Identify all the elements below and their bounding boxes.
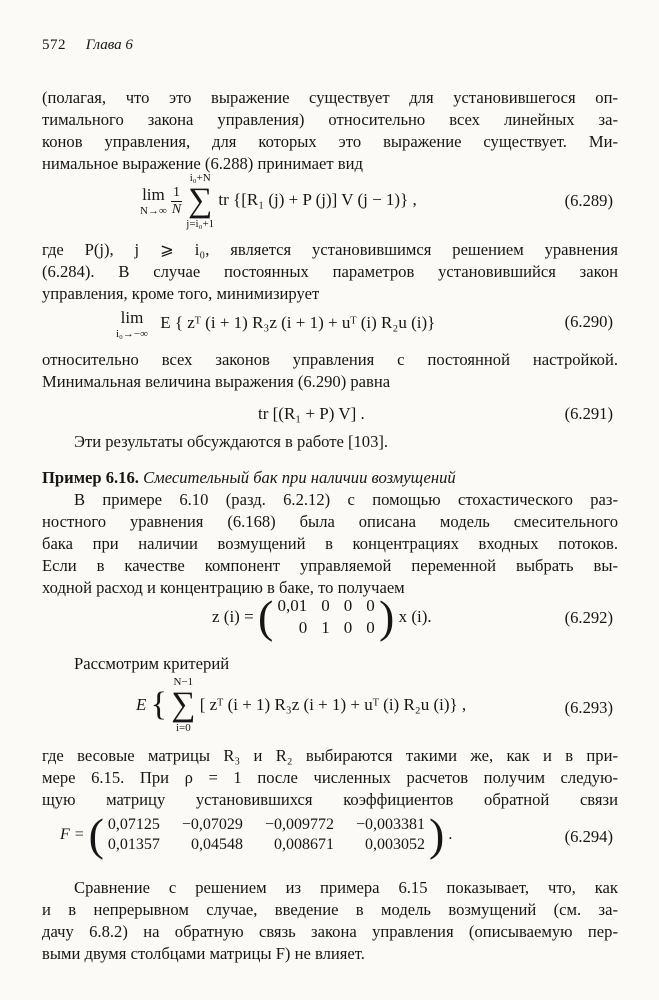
matrix: 0,01 0 0 0 0 1 0 0 — [277, 596, 375, 637]
example-title: Смесительный бак при наличии возмущений — [143, 468, 456, 487]
matrix: 0,07125 −0,07029 −0,009772 −0,003381 0,01357 0,04548 0,008671 0,003052 — [107, 816, 425, 853]
equation-number: (6.290) — [564, 312, 613, 331]
equation-number: (6.294) — [564, 827, 613, 846]
text-line: тимального закона управления) относительно всех линейных за- — [42, 110, 618, 129]
example-label: Пример 6.16. — [42, 468, 139, 487]
equation-number: (6.292) — [564, 608, 613, 627]
text-line: В примере 6.10 (разд. 6.2.12) с помощью стохастического раз- — [74, 490, 618, 509]
limit-operator: lim i₀→−∞ — [116, 308, 148, 340]
text-line: выми двумя столбцами матрицы F) не влияет. — [42, 944, 365, 963]
sum-operator: N−1 ∑ i=0 — [171, 676, 196, 734]
text-line: где весовые матрицы R₃ и R₂ выбираются такими же, как и в при- — [42, 746, 618, 765]
text-line: Рассмотрим критерий — [74, 654, 230, 673]
text-line: и в непрерывном случае, введение в модель возмущений (см. за- — [42, 900, 618, 919]
text-line: Если в качестве компонент управляемой переменной выбрать вы- — [42, 556, 618, 575]
equation-number: (6.291) — [564, 404, 613, 423]
equation-rhs: x (i). — [398, 607, 432, 626]
fraction: $\frac{1}{N}$ — [171, 184, 182, 217]
text-line: щую матрицу установившихся коэффициентов обратной связи — [42, 790, 618, 809]
equation-6-291: tr [(R₁ + P) V] . — [258, 404, 365, 423]
text-line: конов управления, для которых это выражение существует. Ми- — [42, 132, 618, 151]
equation-6-293: E { N−1 ∑ i=0 [ zᵀ (i + 1) R₃z (i + 1) + uᵀ (i) R₂u (i)} , — [136, 676, 467, 734]
equation-6-294: F = ( 0,07125 −0,07029 −0,009772 −0,003381 0,01357 0,04548 0,008671 0,003052 ) . — [60, 809, 453, 860]
text-line: (полагая, что это выражение существует для установившегося оп- — [42, 88, 618, 107]
equation-6-290 — [116, 308, 435, 340]
text-line: бака при наличии возмущений в концентрациях входных потоков. — [42, 534, 618, 553]
text-line: мере 6.15. При ρ = 1 после численных расчетов получим следую- — [42, 768, 618, 787]
chapter-title: Глава 6 — [85, 37, 133, 53]
equation-number: (6.293) — [564, 698, 613, 717]
text-line: ходной расход и концентрацию в баке, то получаем — [42, 578, 405, 597]
text-line: нимальное выражение (6.288) принимает вид — [42, 154, 363, 173]
sum-operator: i₀+N ∑ j=i₀+1 — [186, 172, 215, 230]
equation-6-292: z (i) = ( 0,01 0 0 0 0 1 0 0 ) x (i). — [212, 591, 432, 642]
equation-lhs: z (i) = — [212, 607, 254, 626]
equation-body: tr {[R₁ (j) + P (j)] V (j − 1)} , — [218, 189, 417, 209]
equation-body: [ zᵀ (i + 1) R₃z (i + 1) + uᵀ (i) R₂u (i)} , — [199, 695, 467, 714]
page-number: 572 — [42, 37, 66, 53]
text-line: управления, кроме того, минимизирует — [42, 284, 320, 303]
example-heading — [42, 468, 618, 488]
equation-rhs: . — [448, 826, 453, 843]
equation-6-289 — [140, 172, 417, 230]
text-line: ностного уравнения (6.168) была описана модель смесительного — [42, 512, 618, 531]
text-line: Сравнение с решением из примера 6.15 показывает, что, как — [74, 878, 618, 897]
equation-body: E { zᵀ (i + 1) R₃z (i + 1) + uᵀ (i) R₂u (i)} — [160, 312, 436, 332]
text-line: (6.284). В случае постоянных параметров установившийся закон — [42, 262, 618, 281]
equation-lhs: F = — [60, 826, 85, 843]
text-line: Эти результаты обсуждаются в работе [103]. — [74, 432, 389, 451]
text-line: Минимальная величина выражения (6.290) равна — [42, 372, 391, 391]
limit-operator: lim N→∞ — [140, 185, 167, 217]
text-line: дачу 6.8.2) на обратную связь закона управления (описываемую пер- — [42, 922, 618, 941]
text-line: где P(j), j ⩾ i₀, является установившимся решением уравнения — [42, 240, 618, 259]
running-header — [42, 37, 133, 54]
equation-number: (6.289) — [564, 191, 613, 210]
text-line: относительно всех законов управления с постоянной настройкой. — [42, 350, 618, 369]
